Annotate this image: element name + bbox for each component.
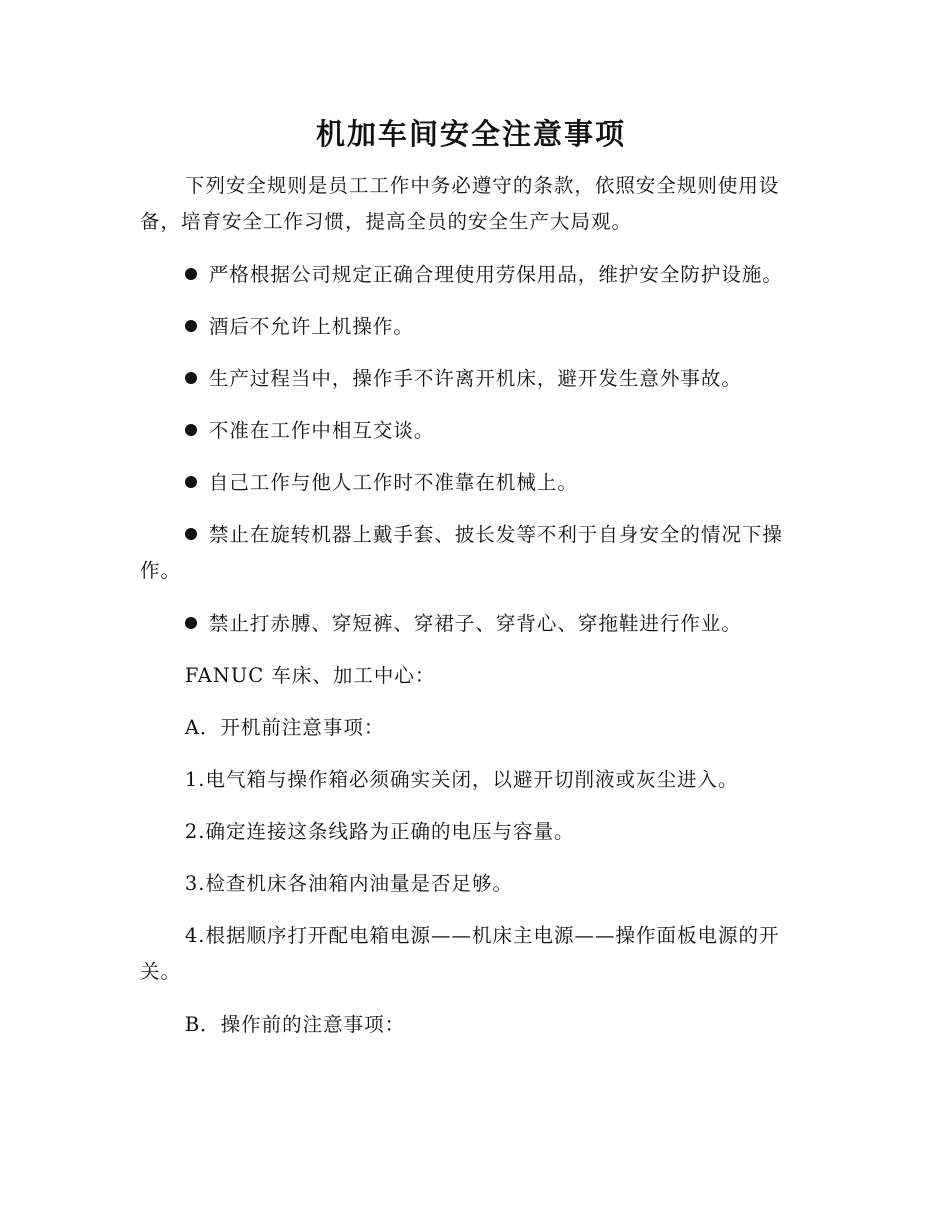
bullet-icon (185, 372, 197, 384)
subsection-a-item-1: 1.电气箱与操作箱必须确实关闭，以避开切削液或灰尘进入。 (184, 768, 739, 791)
rule-item-3 (140, 361, 805, 397)
rule-item-1 (140, 257, 805, 293)
rule-item-7 (140, 606, 805, 642)
rule-text: 酒后不允许上机操作。 (208, 315, 414, 338)
section-heading: FANUC 车床、加工中心： (184, 664, 436, 687)
rule-text: 不准在工作中相互交谈。 (208, 419, 435, 442)
rule-text: 自己工作与他人工作时不准靠在机械上。 (208, 471, 578, 494)
document-body (140, 168, 805, 1043)
rule-item-2 (140, 309, 805, 345)
rule-item-4 (140, 413, 805, 449)
subsection-a-item-3: 3.检查机床各油箱内油量是否足够。 (184, 872, 513, 895)
page-title: 机加车间安全注意事项 (315, 117, 626, 151)
rule-text: 禁止打赤膊、穿短裤、穿裙子、穿背心、穿拖鞋进行作业。 (208, 612, 742, 635)
subsection-b-heading: B．操作前的注意事项： (184, 1013, 406, 1036)
subsection-a-heading: A．开机前注意事项： (184, 716, 385, 739)
bullet-icon (185, 268, 197, 280)
bullet-icon (185, 617, 197, 629)
rule-text: 严格根据公司规定正确合理使用劳保用品，维护安全防护设施。 (208, 263, 783, 286)
bullet-icon (185, 476, 197, 488)
intro-paragraph: 下列安全规则是员工工作中务必遵守的条款，依照安全规则使用设备，培育安全工作习惯，提高全员的安全生产大局观。 (140, 174, 780, 233)
subsection-a-item-4: 4.根据顺序打开配电箱电源——机床主电源——操作面板电源的开关。 (140, 924, 780, 983)
rule-text: 禁止在旋转机器上戴手套、披长发等不利于自身安全的情况下操作。 (140, 523, 783, 582)
bullet-icon (185, 528, 197, 540)
rule-item-6 (140, 517, 805, 589)
subsection-a-item-2: 2.确定连接这条线路为正确的电压与容量。 (184, 820, 575, 843)
bullet-icon (185, 320, 197, 332)
bullet-icon (185, 424, 197, 436)
rule-text: 生产过程当中，操作手不许离开机床，避开发生意外事故。 (208, 367, 742, 390)
rule-item-5 (140, 465, 805, 501)
